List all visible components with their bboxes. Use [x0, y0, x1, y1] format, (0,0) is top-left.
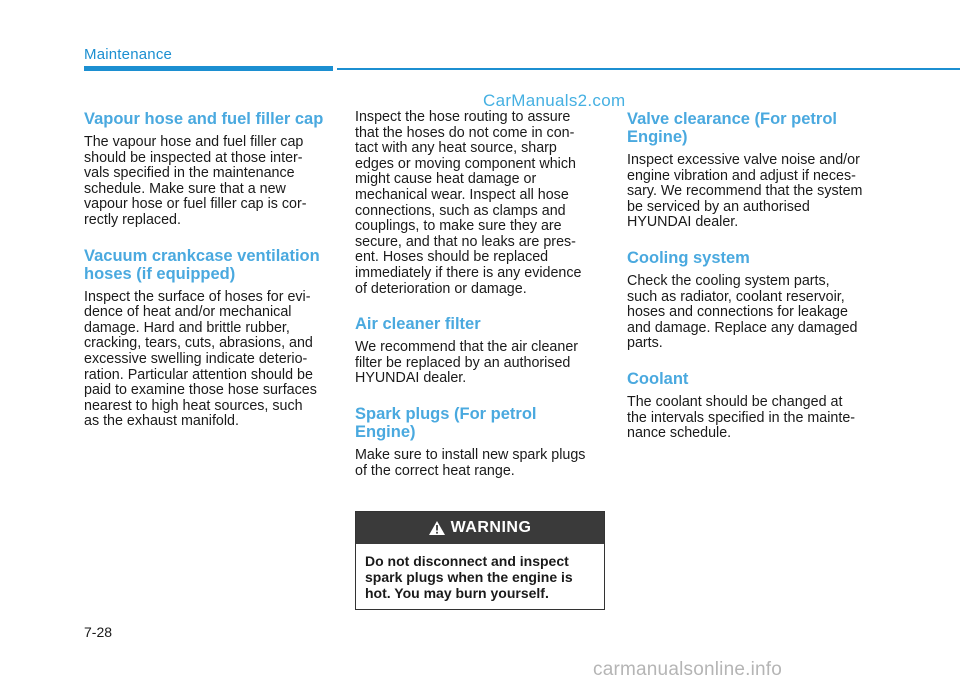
heading-spark-plugs: Spark plugs (For petrol Engine) — [355, 404, 537, 441]
paragraph-spark-plugs: Make sure to install new spark plugs of the correct heat range. — [355, 446, 586, 479]
paragraph-vacuum-crankcase: Inspect the surface of hoses for evi- dence of heat and/or mechanical damage. Hard and brittle rubber, cracking, tears, cuts, abrasions, and excessive swelling indicate deterio- ration. Particular attention should be paid to examine those hose surfaces nearest to high heat sources, such as the exhaust manifold. — [84, 288, 317, 430]
column-left — [84, 110, 334, 430]
heading-coolant: Coolant — [627, 369, 689, 388]
paragraph-air-cleaner: We recommend that the air cleaner filter be replaced by an authorised HYUNDAI dealer. — [355, 339, 579, 387]
header-rule-thick — [84, 66, 333, 71]
warning-box — [355, 511, 605, 610]
page-number: 7-28 — [84, 624, 113, 640]
heading-cooling-system: Cooling system — [627, 248, 750, 267]
paragraph-valve-clearance: Inspect excessive valve noise and/or engine vibration and adjust if neces- sary. We recommend that the system be serviced by an authorised HYUNDAI dealer. — [627, 152, 863, 231]
warning-title: WARNING — [450, 519, 532, 536]
column-middle — [355, 110, 605, 479]
heading-valve-clearance: Valve clearance (For petrol Engine) — [627, 110, 838, 146]
watermark-bottom: carmanualsonline.info — [593, 659, 783, 680]
heading-air-cleaner: Air cleaner filter — [355, 315, 481, 334]
paragraph-cooling-system: Check the cooling system parts, such as radiator, coolant reservoir, hoses and connections for leakage and damage. Replace any damaged parts. — [627, 272, 858, 352]
paragraph-vapour-hose: The vapour hose and fuel filler cap should be inspected at those inter- vals specified in the maintenance schedule. Make sure that a new vapour hose or fuel filler cap is cor- rectly replaced. — [84, 134, 307, 228]
heading-vacuum-crankcase: Vacuum crankcase ventilation hoses (if equipped) — [84, 246, 320, 283]
watermark-top: CarManuals2.com — [483, 91, 626, 110]
heading-vapour-hose: Vapour hose and fuel filler cap — [84, 110, 324, 128]
header-rule-thin — [337, 68, 960, 70]
warning-triangle-icon — [429, 521, 445, 535]
column-right — [627, 110, 877, 442]
paragraph-coolant: The coolant should be changed at the intervals specified in the mainte- nance schedule. — [627, 393, 856, 442]
section-label: Maintenance — [84, 46, 173, 63]
warning-text: Do not disconnect and inspect spark plugs when the engine is hot. You may burn yourself. — [365, 553, 573, 601]
paragraph-hose-routing: Inspect the hose routing to assure that the hoses do not come in con- tact with any heat source, sharp edges or moving component which might cause heat damage or mechanical wear. Inspect all hose connections, such as clamps and couplings, to make sure they are secure, and that no leaks are pres- ent. Hoses should be replaced immediately if there is any evidence of deterioration or damage. — [355, 109, 582, 297]
warning-header — [356, 512, 604, 544]
